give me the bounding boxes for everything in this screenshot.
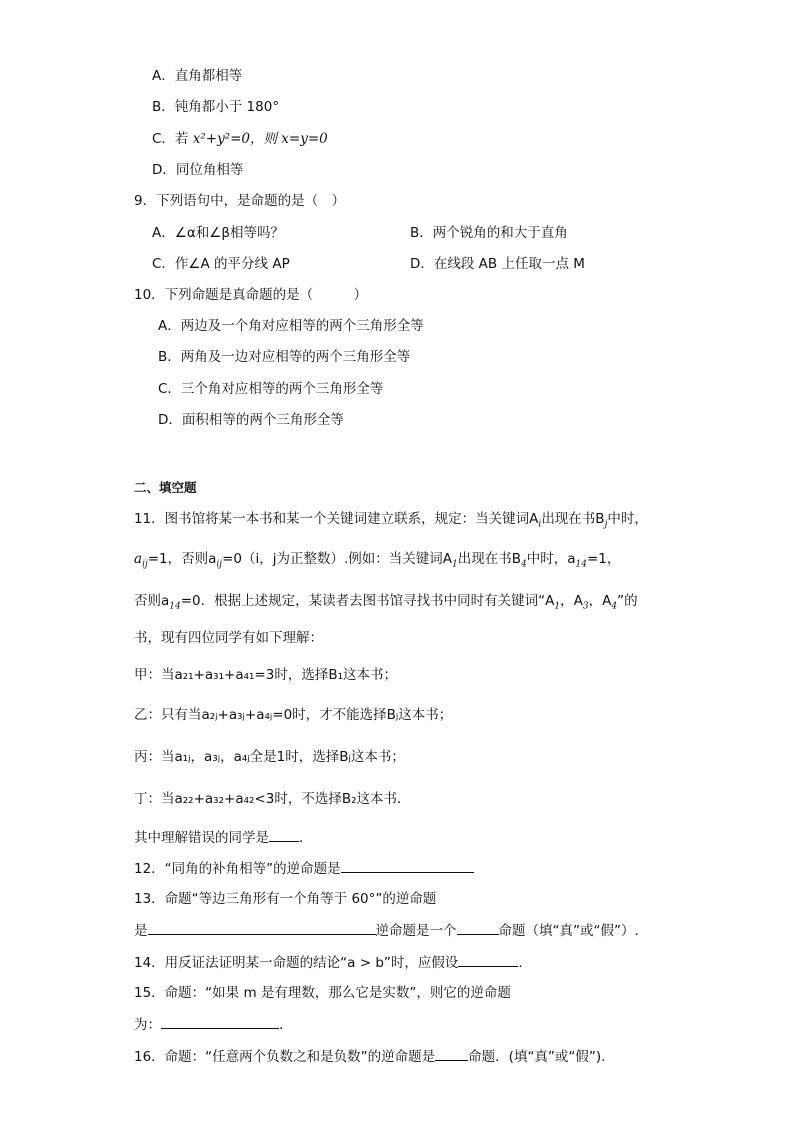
q11-line4: 书，现有四位同学有如下理解： [134, 630, 323, 646]
q11-line1-text-c: 中时， [607, 511, 648, 527]
q11-line1 [134, 510, 648, 534]
answer-blank[interactable] [435, 1047, 468, 1061]
q12-line [134, 859, 474, 878]
q11-yi: 乙：只有当a₂ⱼ+a₃ⱼ+a₄ⱼ=0时，才不能选择Bⱼ这本书； [134, 707, 453, 723]
q10-stem: 10．下列命题是真命题的是（ ） [134, 287, 368, 303]
q11-bing: 丙：当a₁ⱼ，a₃ⱼ，a₄ⱼ全是1时，选择Bⱼ这本书； [134, 749, 405, 765]
q11-line3-text-d: ，A [588, 593, 612, 609]
q14-line [134, 953, 532, 972]
q10-option-a: A．两边及一个角对应相等的两个三角形全等 [158, 318, 424, 334]
q9-option-a: A．∠α和∠β相等吗？ [152, 225, 284, 241]
q11-end-text: 其中理解错误的同学是 [134, 830, 269, 846]
answer-blank[interactable] [458, 953, 518, 967]
q11-sub: 1 [452, 559, 458, 570]
q11-line2-text-e: 中时，a [526, 551, 576, 567]
q11-line2-text-d: 出现在书B [457, 551, 522, 567]
q14-tail: ． [518, 955, 532, 971]
q11-end-tail: ． [299, 830, 313, 846]
q15-line1: 15．命题：“如果 m 是有理数，那么它是实数”，则它的逆命题 [134, 985, 511, 1001]
answer-blank[interactable] [457, 921, 499, 935]
q15-line2 [134, 1015, 293, 1034]
q11-line2 [134, 550, 620, 574]
q13-text-c: 命题（填“真”或“假”）. [498, 923, 639, 939]
q11-line3-text-a: 否则a [134, 593, 170, 609]
q15-tail: ． [279, 1017, 293, 1033]
q11-line3-text-b: =0．根据上述规定，某读者去图书馆寻找书中同时有关键词“A [180, 593, 555, 609]
q9-option-d: D．在线段 AB 上任取一点 M [410, 256, 585, 272]
q10-option-c: C．三个角对应相等的两个三角形全等 [158, 381, 384, 397]
q11-sub: 4 [521, 559, 527, 570]
q11-sub: 1 [554, 601, 561, 612]
q11-sub: j [604, 519, 608, 530]
q11-line2-text-c: =0（i，j为正整数）.例如：当关键词A [222, 551, 453, 567]
q10-option-d: D．面积相等的两个三角形全等 [158, 412, 344, 428]
q11-sub: 14 [575, 559, 587, 570]
q11-ding: 丁：当a₂₂+a₃₂+a₄₂<3时，不选择B₂这本书． [134, 791, 411, 807]
q11-line2-text-b: =1，否则a [147, 551, 217, 567]
q11-line3 [134, 592, 638, 616]
q13-text-b: 逆命题是一个 [375, 923, 457, 939]
q9-option-b: B．两个锐角的和大于直角 [410, 225, 568, 241]
q8-option-c-math: x²+y²=0，则 x=y=0 [192, 131, 328, 147]
answer-blank[interactable] [269, 828, 299, 842]
q11-line2-text-f: =1， [587, 551, 621, 567]
q11-sub: 3 [582, 601, 589, 612]
q10-option-b: B．两角及一边对应相等的两个三角形全等 [158, 349, 411, 365]
q12-text: 12．“同角的补角相等”的逆命题是 [134, 861, 341, 877]
q9-stem: 9．下列语句中，是命题的是（ ） [134, 193, 346, 209]
q11-sub: 4 [611, 601, 618, 612]
q11-line3-text-e: ”的 [617, 593, 638, 609]
q14-text: 14．用反证法证明某一命题的结论“a > b”时，应假设 [134, 955, 459, 971]
q11-sub: 14 [169, 601, 181, 612]
answer-blank[interactable] [148, 921, 376, 935]
answer-blank[interactable] [341, 859, 474, 873]
q11-end [134, 828, 313, 847]
q16-tail: 命题．(填“真”或“假”). [468, 1049, 606, 1065]
q8-option-c [152, 130, 328, 148]
q11-jia: 甲：当a₂₁+a₃₁+a₄₁=3时，选择B₁这本书； [134, 667, 397, 683]
q16-text: 16．命题：“任意两个负数之和是负数”的逆命题是 [134, 1049, 436, 1065]
q11-line3-text-c: ，A [560, 593, 583, 609]
q8-option-c-prefix: C．若 [152, 131, 189, 147]
q11-sub: i [538, 519, 542, 530]
q11-line1-text: 11．图书馆将某一本书和某一个关键词建立联系，规定：当关键词A [134, 511, 539, 527]
q9-option-c: C．作∠A 的平分线 AP [152, 256, 290, 272]
q8-option-d: D．同位角相等 [152, 162, 244, 178]
q11-sub: ij [142, 559, 148, 570]
q11-math: a [134, 551, 143, 567]
answer-blank[interactable] [161, 1015, 279, 1029]
q13-line2 [134, 921, 639, 940]
q8-option-b: B．钝角都小于 180° [152, 99, 280, 115]
q13-line1: 13．命题“等边三角形有一个角等于 60°”的逆命题 [134, 891, 437, 907]
q15-text: 为： [134, 1017, 161, 1033]
q11-line1-text-b: 出现在书B [541, 511, 605, 527]
q13-text-a: 是 [134, 923, 148, 939]
q16-line [134, 1047, 605, 1066]
q11-sub: ij [216, 559, 223, 570]
q8-option-a: A．直角都相等 [152, 68, 243, 84]
section-title-fill-in: 二、填空题 [134, 480, 197, 495]
